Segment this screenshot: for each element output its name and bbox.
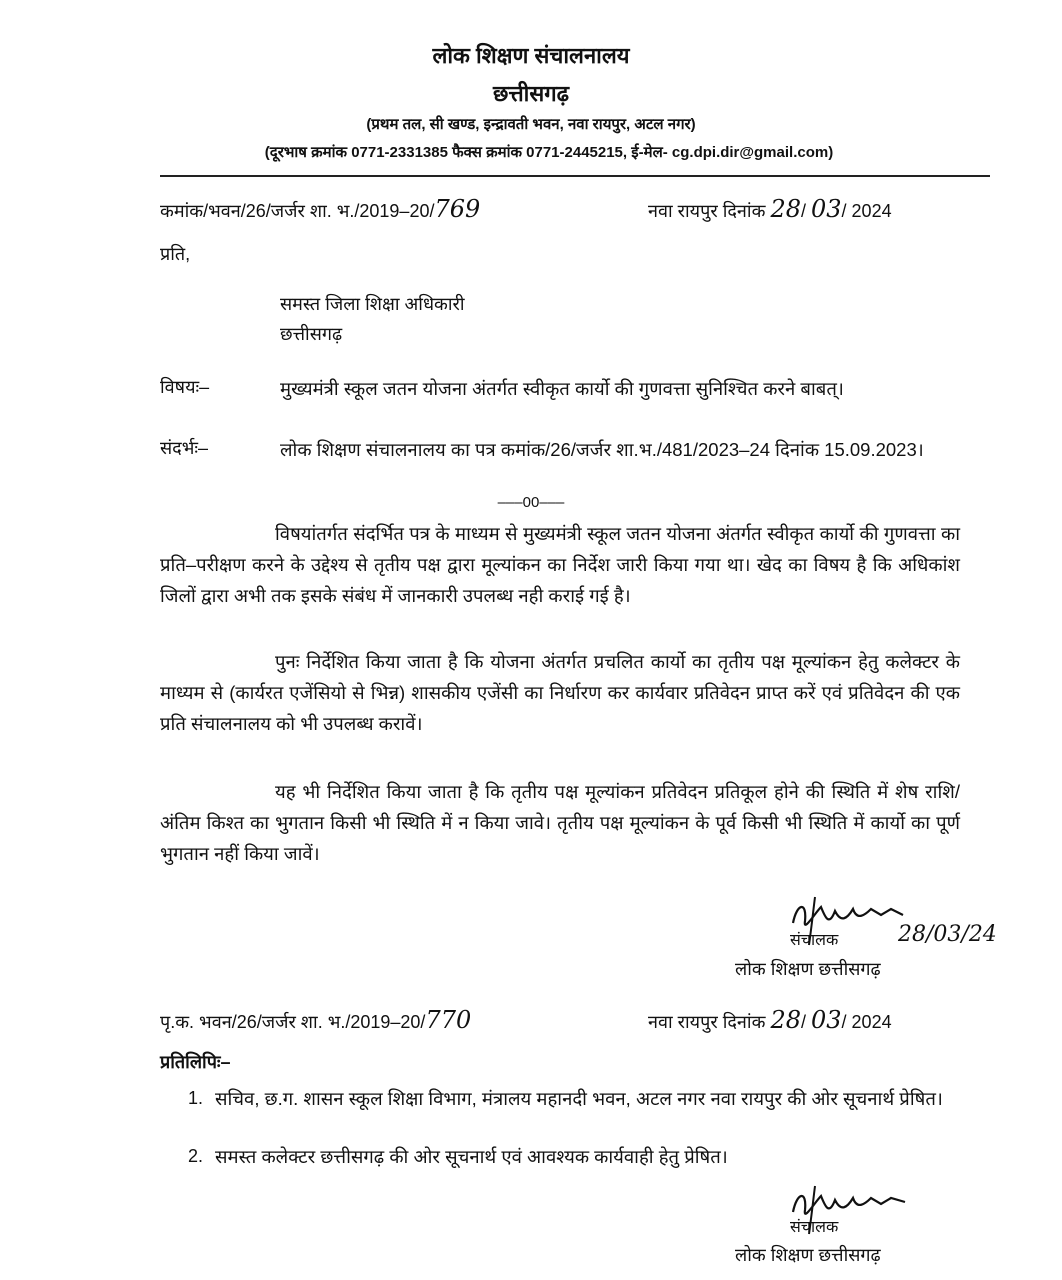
recipient-line-1: समस्त जिला शिक्षा अधिकारी bbox=[280, 294, 465, 314]
body-paragraph-3: यह भी निर्देशित किया जाता है कि तृतीय पक्ष मूल्यांकन प्रतिवेदन प्रतिकूल होने की स्थिति में शेष राशि/अंतिम किश्त का भुगतान किसी भी स्थिति में न किया जावे। तृतीय पक्ष मूल्यांकन के पूर्व किसी भी स्थिति में कार्यो का पूर्ण भुगतान नहीं किया जावें। bbox=[160, 781, 960, 864]
date-year: / 2024 bbox=[841, 201, 892, 221]
copy-item-number: 1. bbox=[188, 1088, 204, 1108]
date-prefix-2: नवा रायपुर दिनांक bbox=[648, 1012, 766, 1032]
copy-item-text: सचिव, छ.ग. शासन स्कूल शिक्षा विभाग, मंत्रालय महानदी भवन, अटल नगर नवा रायपुर की ओर सूचनार्थ प्रेषित। bbox=[215, 1088, 943, 1109]
letter-number-handwritten: 769 bbox=[434, 195, 481, 223]
endorsement-date: नवा रायपुर दिनांक 28/ 03/ 2024 bbox=[648, 1006, 892, 1034]
letter-date: नवा रायपुर दिनांक 28/ 03/ 2024 bbox=[648, 195, 892, 223]
contact-line: (दूरभाष क्रमांक 0771-2331385 फैक्स क्रमांक 0771-2445215, ई-मेल- cg.dpi.dir@gmail.com) bbox=[264, 144, 834, 161]
signature-handwritten-date: 28/03/24 bbox=[898, 922, 997, 947]
reference-text: लोक शिक्षण संचालनालय का पत्र कमांक/26/जर्जर शा.भ./481/2023–24 दिनांक 15.09.2023। bbox=[280, 439, 924, 460]
date-day-handwritten-2: 28 bbox=[770, 1006, 801, 1034]
subject-label: विषयः– bbox=[160, 377, 210, 397]
body-paragraph-1: विषयांतर्गत संदर्भित पत्र के माध्यम से मुख्यमंत्री स्कूल जतन योजना अंतर्गत स्वीकृत कार्यो की गुणवत्ता का प्रति–परीक्षण करने के उद्देश्य से तृतीय पक्ष द्वारा मूल्यांकन का निर्देश जारी किया गया था। खेद का विषय है कि अधिकांश जिलों द्वारा अभी तक इसके संबंध में जानकारी उपलब्ध नही कराई गई है। bbox=[160, 523, 960, 606]
signatory-org-1: लोक शिक्षण छत्तीसगढ़ bbox=[735, 959, 881, 979]
copy-item-text: समस्त कलेक्टर छत्तीसगढ़ की ओर सूचनार्थ एवं आवश्यक कार्यवाही हेतु प्रेषित। bbox=[215, 1146, 728, 1167]
header-rule bbox=[160, 175, 990, 177]
separator: –––00––– bbox=[497, 494, 565, 511]
subject-text: मुख्यमंत्री स्कूल जतन योजना अंतर्गत स्वीकृत कार्यो की गुणवत्ता सुनिश्चित करने बाबत्। bbox=[280, 378, 844, 399]
letter-number-prefix: कमांक/भवन/26/जर्जर शा. भ./2019–20/ bbox=[160, 201, 435, 221]
signatory-org-2: लोक शिक्षण छत्तीसगढ़ bbox=[735, 1245, 881, 1265]
reference-label: संदर्भः– bbox=[160, 438, 209, 458]
date-prefix: नवा रायपुर दिनांक bbox=[648, 201, 766, 221]
endorsement-number bbox=[160, 1006, 471, 1034]
org-title: लोक शिक्षण संचालनालय bbox=[432, 43, 630, 68]
letter-number bbox=[160, 195, 480, 223]
signatory-designation-1: संचालक bbox=[790, 932, 839, 949]
prati-label: प्रति, bbox=[160, 244, 191, 264]
copy-label: प्रतिलिपिः– bbox=[160, 1052, 231, 1072]
endorsement-number-handwritten: 770 bbox=[425, 1006, 472, 1034]
date-month-handwritten: 03 bbox=[811, 195, 842, 223]
recipient-line-2: छत्तीसगढ़ bbox=[280, 324, 343, 344]
date-day-handwritten: 28 bbox=[770, 195, 801, 223]
address-line: (प्रथम तल, सी खण्ड, इन्द्रावती भवन, नवा रायपुर, अटल नगर) bbox=[366, 116, 696, 133]
signatory-designation-2: संचालक bbox=[790, 1219, 839, 1236]
state-title: छत्तीसगढ़ bbox=[493, 81, 569, 106]
date-month-handwritten-2: 03 bbox=[811, 1006, 842, 1034]
date-year-2: / 2024 bbox=[841, 1012, 892, 1032]
copy-item-number: 2. bbox=[188, 1146, 204, 1166]
body-paragraph-2: पुनः निर्देशित किया जाता है कि योजना अंतर्गत प्रचलित कार्यो का तृतीय पक्ष मूल्यांकन हेतु कलेक्टर के माध्यम से (कार्यरत एजेंसियो से भिन्न) शासकीय एजेंसी का निर्धारण कर कार्यवार प्रतिवेदन प्राप्त करें एवं प्रतिवेदन की एक प्रति संचालनालय को भी उपलब्ध करावें। bbox=[160, 651, 960, 734]
endorsement-number-prefix: पृ.क. भवन/26/जर्जर शा. भ./2019–20/ bbox=[160, 1012, 426, 1032]
